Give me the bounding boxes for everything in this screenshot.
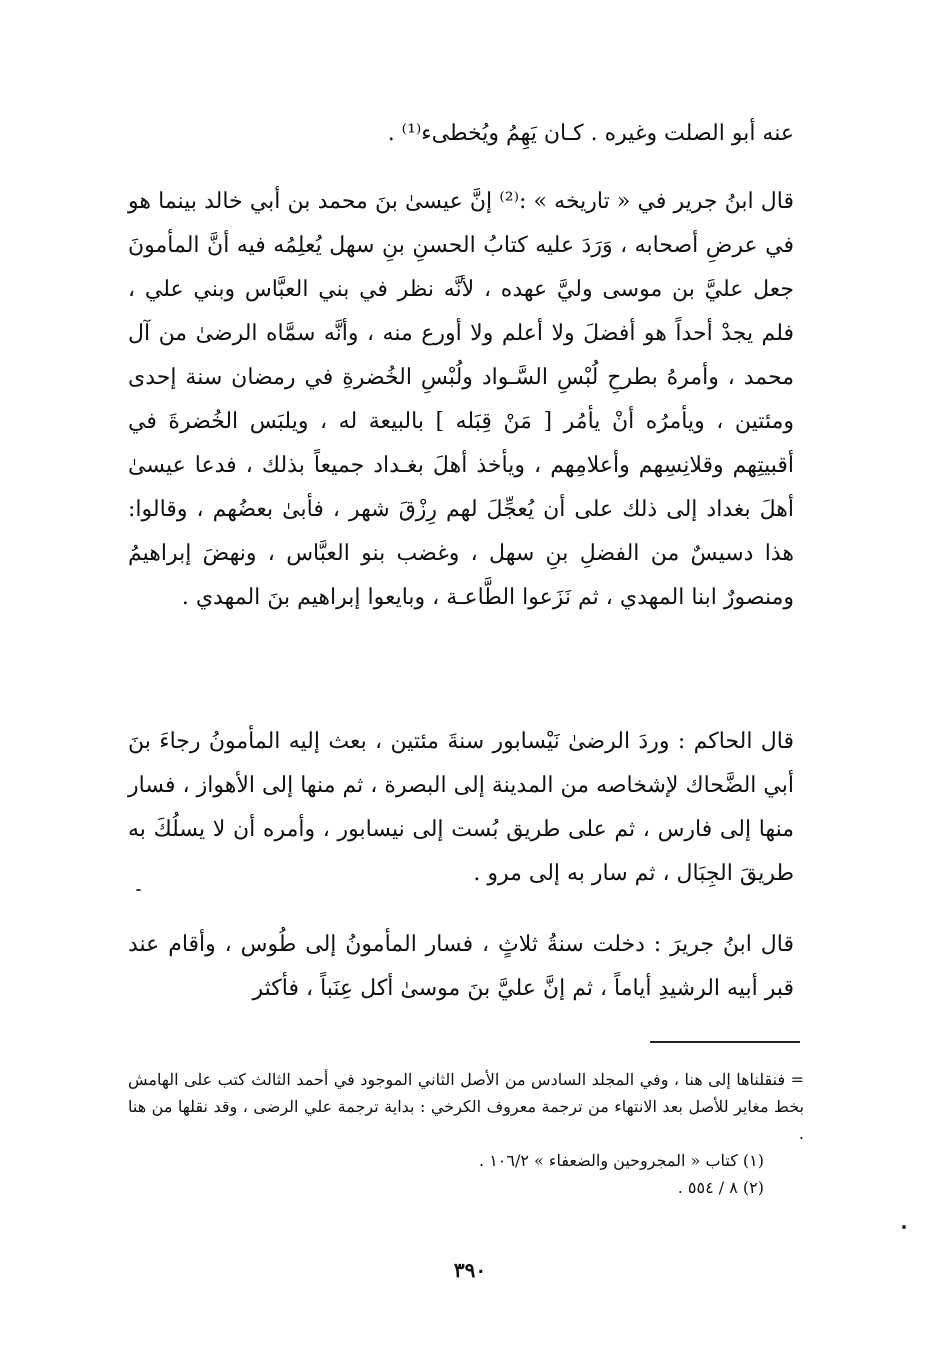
scan-speck (136, 889, 141, 891)
paragraph-text: قال الحاكم : وردَ الرضىٰ نَيْسابور سنةَ مئتين ، بعث إليه المأمونُ رجاءَ بنَ أبي الضَّحاك لإشخاصه من المدينة إلى البصرة ، ثم منها إلى الأهواز ، فسار منها إلى فارس ، ثم على طريق بُست إلى نيسابور ، وأمره أن لا يسلُكَ به طريقَ الجِبَال ، ثم سار به إلى مرو . (128, 729, 794, 886)
paragraph-ibn-jarir-1 (128, 180, 794, 620)
footnote-1: (١) كتاب « المجروحين والضعفاء » ١٠٦/٢ . (479, 1151, 764, 1170)
footnote-2: (٢) ٨ / ٥٥٤ . (677, 1178, 764, 1197)
paragraph-text: عنه أبو الصلت وغيره . كـان يَهِمُ ويُخطىء⁽¹⁾ . (387, 121, 794, 146)
paragraph-text: قال ابنُ جريرَ : دخلت سنةُ ثلاثٍ ، فسار المأمونُ إلى طُوس ، وأقام عند قبر أبيه الرشيدِ أياماً ، ثم إنَّ عليَّ بنَ موسىٰ أكل عِنَباً ، فأكثر (128, 932, 794, 1001)
scan-speck (902, 1225, 906, 1229)
footnote-separator (650, 1041, 800, 1043)
footnotes (128, 1066, 804, 1201)
paragraph-ibn-jarir-2 (128, 923, 794, 1011)
paragraph-al-hakim (128, 720, 794, 896)
page-number: ٣٩٠ (453, 1258, 487, 1282)
footnote-continuation: = فنقلناها إلى هنا ، وفي المجلد السادس من الأصل الثاني الموجود في أحمد الثالث كتب على الهامش بخط مغاير للأصل بعد الانتهاء من ترجمة معروف الكرخي : بداية ترجمة علي الرضى ، وقد نقلها من هنا . (128, 1070, 805, 1143)
paragraph-continuation (128, 112, 794, 156)
paragraph-text: قال ابنُ جرير في « تاريخه » :⁽²⁾ إنَّ عيسىٰ بنَ محمد بن أبي خالد بينما هو في عرضِ أصحابه ، وَرَدَ عليه كتابُ الحسنِ بنِ سهل يُعلِمُه فيه أنَّ المأمونَ جعل عليَّ بن موسى وليَّ عهده ، لأنَّه نظر في بني العبَّاس وبني علي ، فلم يجدْ أحداً هو أفضلَ ولا أعلم ولا أورع منه ، وأنَّه سمَّاه الرضىٰ من آل محمد ، وأمرهُ بطرحِ لُبْسِ السَّـواد ولُبْسِ الخُضرةِ في رمضان سنة إحدى ومئتين ، ويأمرُه أنْ يأمُر [ مَنْ قِبَله ] بالبيعة له ، ويلبَس الخُضرةَ في أقبيتِهم وقلانِسِهم وأعلامِهم ، ويأخذ أهلَ بغـداد جميعاً بذلك ، فدعا عيسىٰ أهلَ بغداد إلى ذلك على أن يُعجِّلَ لهم رِزْقَ شهر ، فأبىٰ بعضُهم ، وقالوا: هذا دسيسٌ من الفضلِ بنِ سهل ، وغضب بنو العبَّاس ، ونهضَ إبراهيمُ ومنصورٌ ابنا المهدي ، ثم نَزَعوا الطَّاعـة ، وبايعوا إبراهيم بنَ المهدي . (128, 189, 795, 610)
